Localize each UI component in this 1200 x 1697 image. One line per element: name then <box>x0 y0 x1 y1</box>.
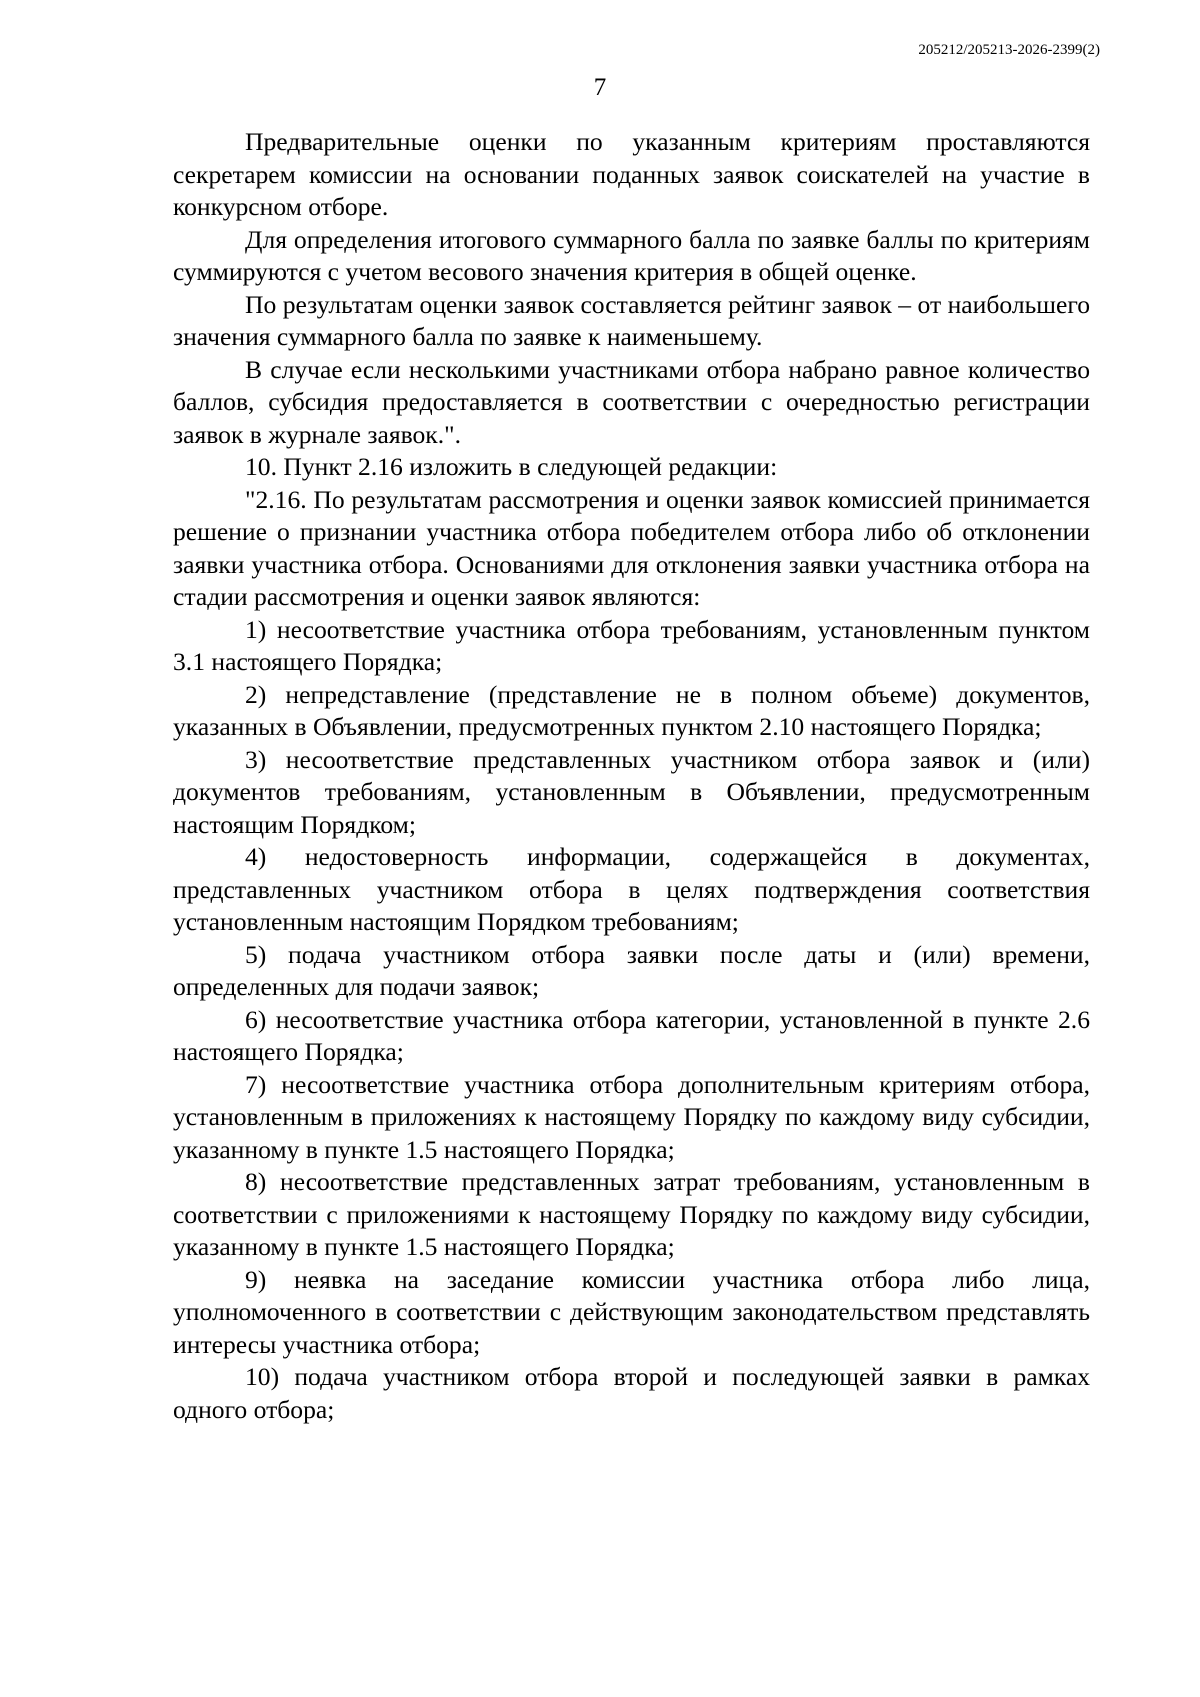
document-body <box>173 126 1090 1426</box>
list-item-9: 9) неявка на заседание комиссии участника отбора либо лица, уполномоченного в соответствии с действующим законодательством представлять интересы участника отбора; <box>173 1264 1090 1359</box>
paragraph-rating: По результатам оценки заявок составляется рейтинг заявок – от наибольшего значения суммарного балла по заявке к наименьшему. <box>173 289 1090 351</box>
list-item-8: 8) несоответствие представленных затрат требованиям, установленным в соответствии с приложениями к настоящему Порядку по каждому виду субсидии, указанному в пункте 1.5 настоящего Порядка; <box>173 1167 1090 1261</box>
document-id: 205212/205213-2026-2399(2) <box>918 42 1100 58</box>
list-item-6: 6) несоответствие участника отбора категории, установленной в пункте 2.6 настоящего Порядка; <box>173 1004 1090 1066</box>
paragraph-equal-scores: В случае если несколькими участниками отбора набрано равное количество баллов, субсидия предоставляется в соответствии с очередностью регистрации заявок в журнале заявок.". <box>173 354 1090 449</box>
list-item-2: 2) непредставление (представление не в полном объеме) документов, указанных в Объявлении, предусмотренных пунктом 2.10 настоящего Порядка; <box>173 679 1090 741</box>
list-item-4: 4) недостоверность информации, содержащейся в документах, представленных участником отбора в целях подтверждения соответствия установленным настоящим Порядком требованиям; <box>173 842 1090 936</box>
list-item-5: 5) подача участником отбора заявки после даты и (или) времени, определенных для подачи заявок; <box>173 939 1090 1001</box>
paragraph-item-10: 10. Пункт 2.16 изложить в следующей редакции: <box>245 452 778 481</box>
paragraph-preliminary-scores: Предварительные оценки по указанным критериям проставляются секретарем комиссии на основании поданных заявок соискателей на участие в конкурсном отборе. <box>173 127 1090 221</box>
page-number: 7 <box>593 74 607 101</box>
list-item-1: 1) несоответствие участника отбора требованиям, установленным пунктом 3.1 настоящего Порядка; <box>173 614 1090 676</box>
paragraph-total-score: Для определения итогового суммарного балла по заявке баллы по критериям суммируются с учетом весового значения критерия в общей оценке. <box>173 224 1090 286</box>
paragraph-clause-2-16: "2.16. По результатам рассмотрения и оценки заявок комиссией принимается решение о признании участника отбора победителем отбора либо об отклонении заявки участника отбора. Основаниями для отклонения заявки участника отбора на стадии рассмотрения и оценки заявок являются: <box>173 484 1090 611</box>
list-item-10: 10) подача участником отбора второй и последующей заявки в рамках одного отбора; <box>173 1362 1090 1424</box>
list-item-3: 3) несоответствие представленных участником отбора заявок и (или) документов требованиям, установленным в Объявлении, предусмотренным настоящим Порядком; <box>173 744 1090 839</box>
list-item-7: 7) несоответствие участника отбора дополнительным критериям отбора, установленным в приложениях к настоящему Порядку по каждому виду субсидии, указанному в пункте 1.5 настоящего Порядка; <box>173 1069 1090 1164</box>
